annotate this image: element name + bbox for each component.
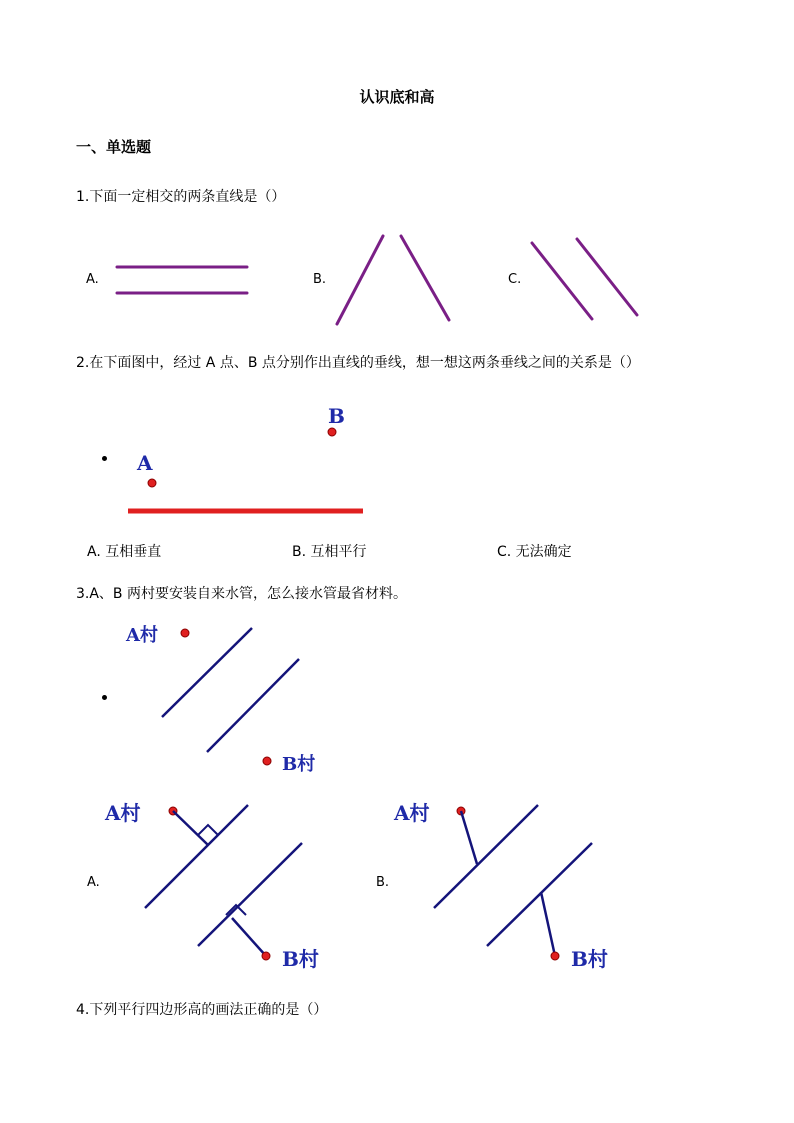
q2-option-a: A. 互相垂直 xyxy=(87,544,162,560)
question-1-text: 1.下面一定相交的两条直线是（） xyxy=(76,189,286,205)
q3a-right-angle-a xyxy=(198,825,218,835)
q3-village-a-point xyxy=(181,629,189,637)
q3a-river-line-2 xyxy=(198,843,302,946)
question-2-text: 2.在下面图中，经过 A 点、B 点分别作出直线的垂线，想一想这两条垂线之间的关系是（） xyxy=(76,355,640,371)
q3a-pipe-a xyxy=(173,811,208,845)
q2-option-c: C. 无法确定 xyxy=(497,544,572,560)
q3-option-b-label: B. xyxy=(376,875,390,890)
question-3-text: 3.A、B 两村要安装自来水管，怎么接水管最省材料。 xyxy=(76,586,407,602)
q3b-village-a-label: A村 xyxy=(394,801,430,825)
q3-village-b-label: B村 xyxy=(282,754,316,775)
q3a-village-b-label: B村 xyxy=(282,947,319,971)
q2-point-b-label: B xyxy=(328,404,345,428)
q3-village-a-label: A村 xyxy=(126,625,158,646)
q3-river-line-2 xyxy=(207,659,299,752)
question-4-text: 4.下列平行四边形高的画法正确的是（） xyxy=(76,1002,328,1018)
q3b-river-line-2 xyxy=(487,843,592,946)
q3-option-a-label: A. xyxy=(87,875,100,890)
q3a-pipe-b xyxy=(232,918,266,956)
q1-option-a-label: A. xyxy=(86,272,99,287)
q2-point-a-label: A xyxy=(137,451,153,475)
q3b-river-line-1 xyxy=(434,805,538,908)
q2-option-b: B. 互相平行 xyxy=(292,544,367,560)
q3a-village-b-point xyxy=(262,952,270,960)
q1-option-c-label: C. xyxy=(508,272,522,287)
q3-river-line-1 xyxy=(162,628,252,717)
page-title: 认识底和高 xyxy=(359,88,435,106)
q1-option-b-label: B. xyxy=(313,272,327,287)
q3b-village-b-label: B村 xyxy=(571,947,608,971)
q3b-village-b-point xyxy=(551,952,559,960)
q3a-river-line-1 xyxy=(145,805,248,908)
section-heading: 一、单选题 xyxy=(76,138,152,156)
q3b-pipe-b xyxy=(541,892,555,956)
q3-village-b-point xyxy=(263,757,271,765)
q3a-village-a-label: A村 xyxy=(105,801,141,825)
q3b-pipe-a xyxy=(461,811,477,864)
